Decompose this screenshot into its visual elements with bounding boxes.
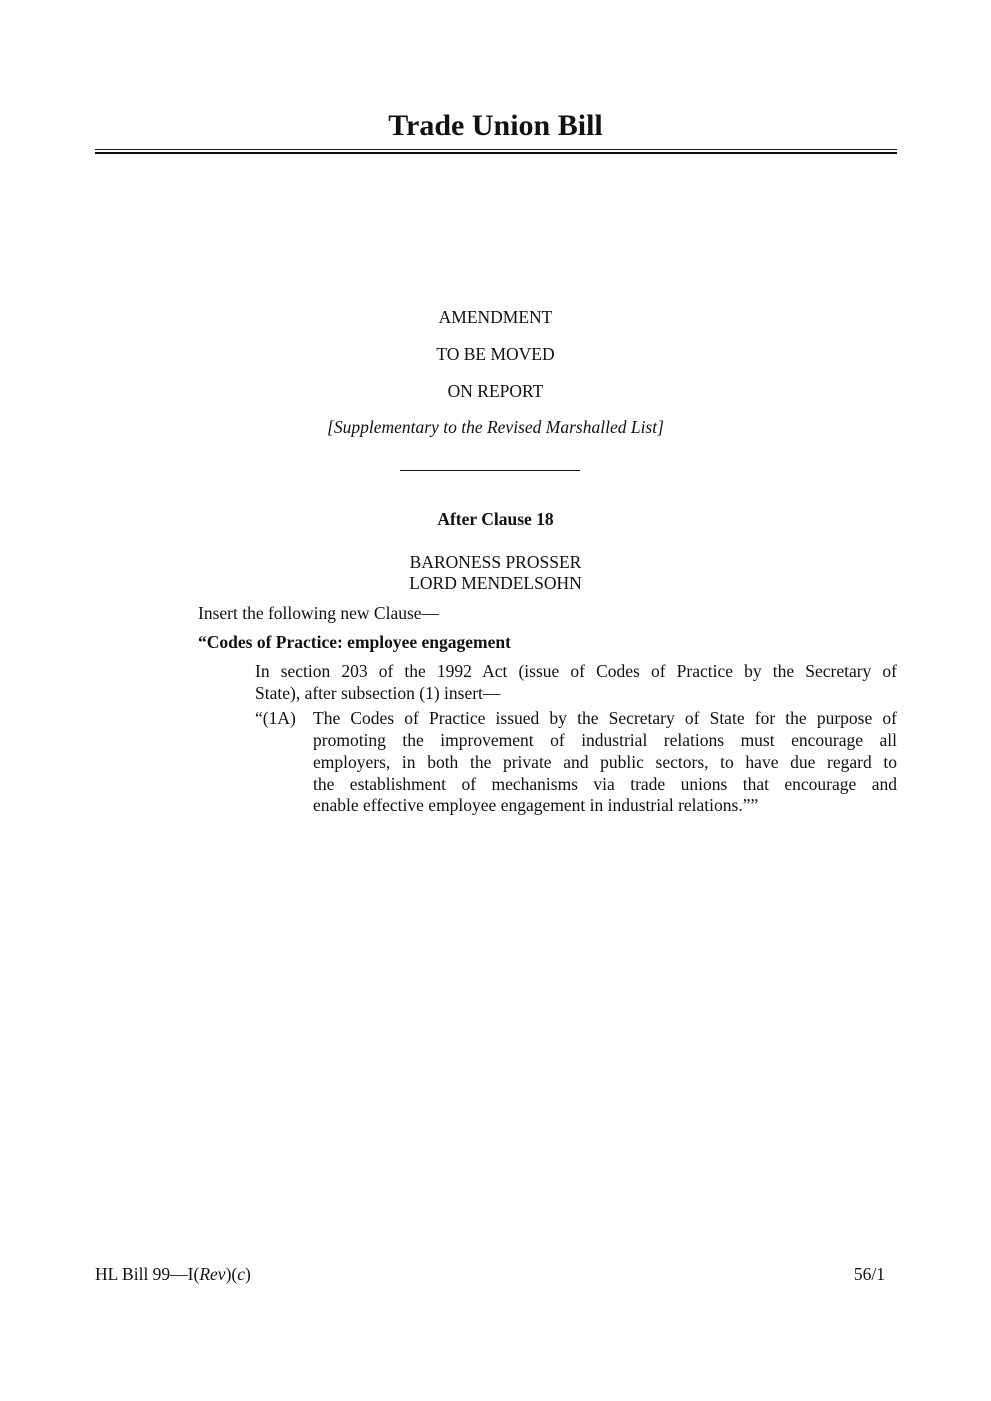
- bill-title: Trade Union Bill: [388, 109, 603, 142]
- clause-title: “Codes of Practice: employee engagement: [198, 632, 511, 652]
- title-rule-bottom: [95, 152, 897, 154]
- subsection-label: “(1A): [255, 708, 296, 728]
- bill-ref-rev: Rev: [199, 1264, 226, 1284]
- para-line: State), after subsection (1) insert—: [255, 683, 501, 703]
- separator-rule: [400, 470, 580, 471]
- heading-on-report: ON REPORT: [447, 381, 544, 401]
- instruction: Insert the following new Clause—: [198, 603, 440, 623]
- title-rule-top: [95, 149, 897, 150]
- subsection-line: promoting the improvement of industrial relations must encourage all: [313, 730, 897, 750]
- bill-ref-prefix: HL Bill 99—I(: [95, 1264, 200, 1284]
- bill-ref-c: c: [237, 1264, 246, 1284]
- bill-ref-end: ): [245, 1264, 251, 1284]
- amendment-position: After Clause 18: [437, 509, 554, 529]
- mover-2: LORD MENDELSOHN: [409, 573, 582, 593]
- subsection-line: The Codes of Practice issued by the Secretary of State for the purpose of: [313, 708, 897, 728]
- bill-reference: [95, 1263, 251, 1285]
- mover-1: BARONESS PROSSER: [409, 552, 582, 572]
- heading-to-be-moved: TO BE MOVED: [436, 344, 555, 364]
- heading-note: [Supplementary to the Revised Marshalled List]: [327, 417, 664, 437]
- bill-ref-mid: )(: [225, 1264, 238, 1284]
- subsection-line: employers, in both the private and public sectors, to have due regard to: [313, 752, 897, 772]
- heading-amendment: AMENDMENT: [438, 307, 553, 327]
- subsection-line: enable effective employee engagement in industrial relations.””: [313, 795, 759, 815]
- para-line: In section 203 of the 1992 Act (issue of Codes of Practice by the Secretary of: [255, 661, 897, 681]
- subsection-line: the establishment of mechanisms via trade unions that encourage and: [313, 774, 897, 794]
- amendment-number: 56/1: [853, 1264, 885, 1284]
